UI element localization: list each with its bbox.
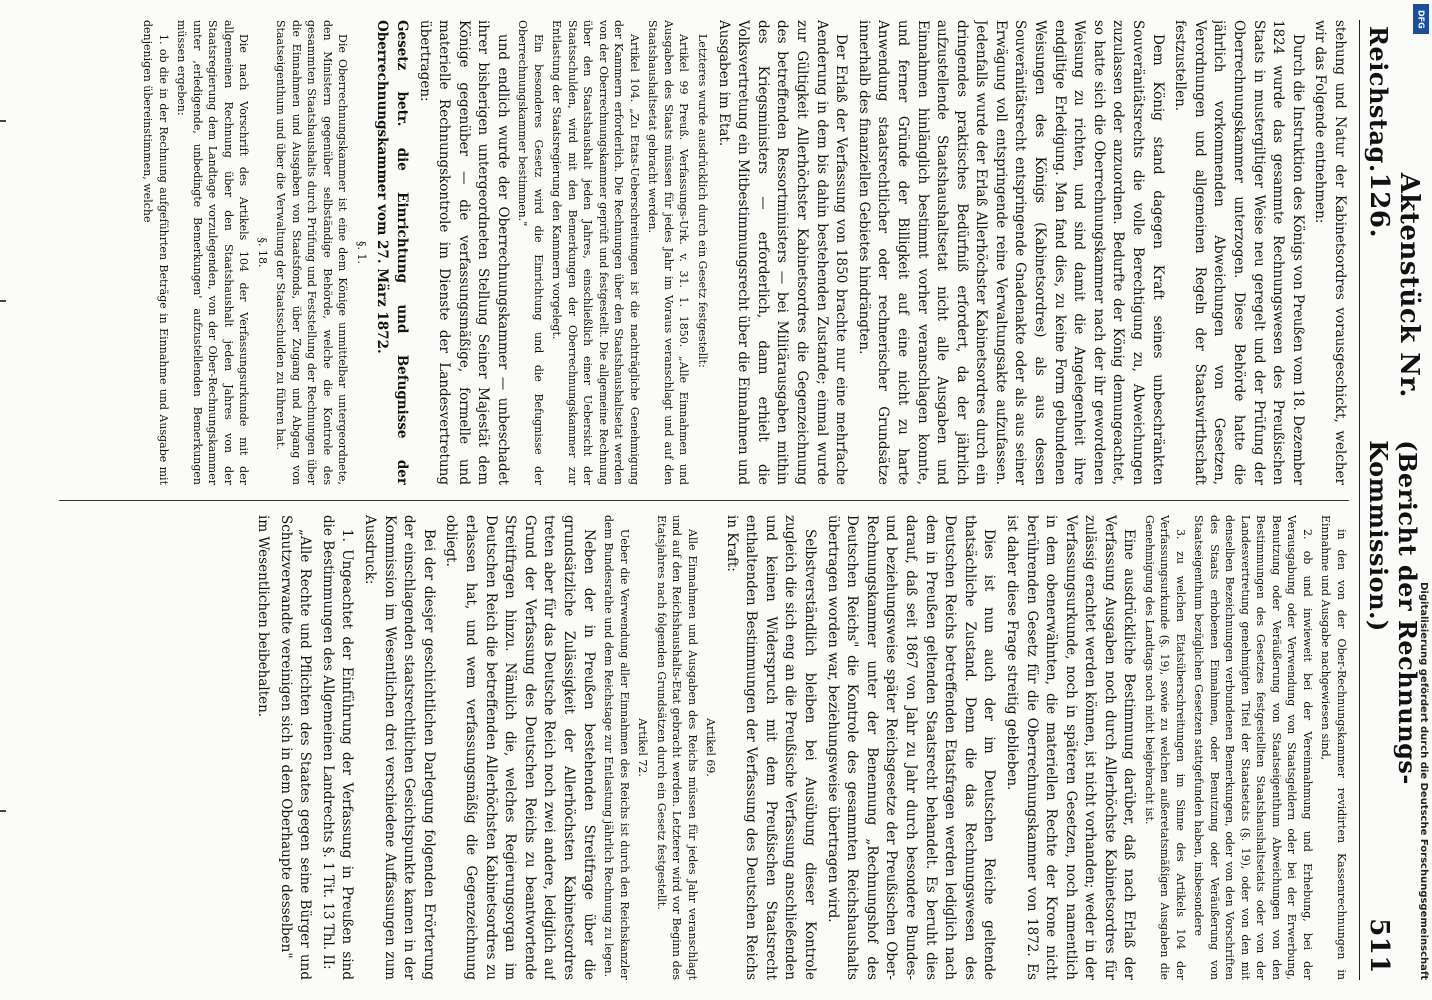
- paragraph: Letzteres wurde ausdrücklich durch ein Gesetz festgestellt:: [696, 34, 709, 368]
- page-number: 511: [1364, 918, 1394, 974]
- paragraph: Artikel 69.: [704, 718, 718, 777]
- header-subtitle: (Bericht der Rechnungs-Kommission.): [1364, 440, 1422, 785]
- paragraph: Die nach Vorschrift des Artikels 104 der Verfassungsurkunde mit der allgemeinen Rechnung über den Staatshaushalt jeden Jahres von der Staatsregierung dem Landtage vorzulegenden, von der Ober-Rechnungskammer unter ,erledigende, unbedingte Bemerkungen' aufzustellenden Bemerkungen müssen ergeben:: [175, 20, 251, 485]
- paragraph: Artikel 104. „Zu Etats-Ueberschreitungen ist die nachträgliche Genehmigung der Kammern erforderlich. Die Rechnungen über den Staatshaushaltsetat werden von der Oberrechnungskammer geprüft und festgestellt. Die allgemeine Rechnung über den Staatshaushalt jeden Jahres, einschließlich einer Uebersicht der Staatsschulden, wird mit den Bemerkungen der Oberrechnungskammer zur Entlastung der Staatsregierung den Kammern vorgelegt.: [550, 20, 641, 485]
- paragraph: stehung und Natur der Kabinetsordres vorausgeschickt, welcher wir das Folgende entnehmen:: [1312, 20, 1348, 485]
- paragraph: Bei der diesjer geschichtlichen Darlegung folgenden Erörterung der einschlagenden staatsrechtlichen Gesichtspunkte kamen in der Kommission im Wesentlichen drei verschiedene Auffassungen zum Ausdruck:: [362, 515, 437, 980]
- dfg-logo: DFG: [1413, 4, 1429, 34]
- paragraph: Dies ist nun auch der im Deutschen Reiche geltende thatsächliche Zustand. Denn die das Rechnungswesen des Deutschen Reichs betreffenden Etatsfragen werden lediglich nach dem in Preußen geltenden Staatsrecht behandelt. Es beruht dies darauf, daß seit 1867 von Jahr zu Jahr durch besondere Bundes- und beziehungsweise später Reichsgesetze der Preußischen Ober-Rechnungskammer unter der Benennung „Rechnungshof des Deutschen Reichs" die Kontrole des gesammten Reichshaushalts übertragen worden war, beziehungsweise übertragen wird.: [824, 515, 998, 980]
- header-left: Reichstag.: [1364, 26, 1393, 173]
- paragraph: Eine ausdrückliche Bestimmung darüber, daß nach Erlaß der Verfassung Ausgaben noch durch Allerhöchste Kabinetsordres für zulässig erachtet werden können, ist nicht vorhanden; weder in der Verfassungsurkunde, noch in späteren Gesetzen, noch namentlich in dem obenerwähnten, die materiellen Rechte der Krone nicht berührenden Gesetz für die Oberrechnungskammer von 1872. Es ist daher diese Frage streitig geblieben.: [1003, 515, 1138, 980]
- paragraph: Ueber die Verwendung aller Einnahmen des Reichs ist durch den Reichskanzler dem Bundesrathe und dem Reichstage zur Entlastung jährlich Rechnung zu legen.: [602, 515, 631, 980]
- paragraph: Alle Einnahmen und Ausgaben des Reichs müssen für jedes Jahr veranschlagt und auf den Reichshaushalts-Etat gebracht werden. Letzterer wird vor Beginn des Etatsjahres nach folgenden Grundsätzen durch ein Gesetz festgestellt.: [654, 515, 699, 980]
- paragraph: im Wesentlichen beibehalten.: [255, 515, 272, 718]
- paragraph: Der Erlaß der Verfassung von 1850 brachte nur eine mehrfache Aenderung in dem bis dahin bestehenden Zustande; einmal wurde zur Gültigkeit Allerhöchster Kabinetsordres die Gegenzeichnung des betreffenden Ressortministers — bei Militärausgaben mithin des Kriegsministers — erforderlich, dann erhielt die Volksvertretung ein Mitbestimmungsrecht über die Einnahmen und Ausgaben im Etat.: [715, 20, 850, 485]
- paragraph: Ein besonderes Gesetz wird die Einrichtung und die Befugnisse der Oberrechnungskammer bestimmen.": [516, 20, 545, 485]
- scan-edge-mark: [0, 120, 6, 122]
- paragraph: Artikel 99 Preuß. Verfassungs-Urk. v. 31. 1. 1850. „Alle Einnahmen und Ausgaben des Staats müssen für jedes Jahr im Voraus veranschlagt und auf den Staatshaushaltsetat gebracht werden.: [646, 20, 691, 485]
- paragraph: Artikel 72.: [636, 718, 650, 777]
- scan-edge-mark: [0, 300, 6, 302]
- column-divider: [59, 500, 1349, 501]
- paragraph: Die Oberrechnungskammer ist eine dem Könige unmittelbar untergeordnete, den Ministern gegenüber selbständige Behörde, welche die Kontrole des gesammten Staatshaushalts durch Prüfung und Feststellung der Rechnungen über die Einnahmen und Ausgaben von Staatsfonds, über Zugang und Abgang von Staatseigenthum und über die Verwaltung der Staatsschulden zu führen hat.: [274, 20, 350, 485]
- paragraph: Dem König stand dagegen Kraft seines unbeschränkten Souveränitätsrechts die volle Berechtigung zu, Abweichungen zuzulassen oder anzuordnen. Bedurfte der König demungeachtet, so hatte sich die Oberrechnungskammer nach der ihr gewordenen Weisung zu richten, und sind damit die Angelegenheit ihre endgiltige Erledigung. Man fand dies, zu keine Form gebundenen Weisungen des Königs (Kabinetsordres) als aus dessen Souveränitätsrecht entspringende Gnadenakte oder als aus seiner Erwägung voll entspringende reine Verwaltungsakte aufzufassen. Jedenfalls wurde der Erlaß Allerhöchster Kabinetsordres durch ein dringendes praktisches Bedürfniß erfordert, da der jährlich aufzustellende Staatshaushaltsetat nicht alle Ausgaben und Einnahmen hinlänglich bestimmt vorher veranschlagen konnte, und ferner Gründe der Billigkeit auf eine nicht zu harte Anwendung staatsrechtlicher oder rechnerischer Grundsätze innerhalb des finanziellen Gebietes hindrängten.: [855, 20, 1166, 485]
- paragraph: §. 1.: [354, 241, 368, 264]
- paragraph: Neben der in Preußen bestehenden Streitfrage über die grundsätzliche Zulässigkeit der Allerhöchsten Kabinetsordres treten aber für das Deutsche Reich noch zwei andere, lediglich auf Grund der Verfassung des Deutschen Reichs zu beantwortende Streitfragen hinzu. Nämlich die, welches Regierungsorgan im Deutschen Reich die betreffenden Allerhöchsten Kabinetsordres zu erlassen hat, und wem verfassungsmäßig die Gegenzeichnung obliegt.: [443, 515, 597, 980]
- credit-text: Digitalisierung gefördert durch die Deutsche Forschungsgemeinschaft: [1418, 582, 1429, 980]
- right-column: [49, 515, 1349, 980]
- digitization-credit: [1412, 20, 1430, 980]
- paragraph: §. 18.: [255, 237, 269, 268]
- paragraph: 3. zu welchen Etatsüberschreitungen im Sinne des Artikels 104 der Verfassungsurkunde (§. 19), sowie zu welchen außeretatsmäßigen Ausgaben die Genehmigung des Landtags noch nicht beigebracht ist.: [1143, 515, 1187, 980]
- paragraph: Durch die Instruktion des Königs von Preußen vom 18. Dezember 1824 wurde das gesammte Rechnungswesen des Preußischen Staats in mustergiltiger Weise neu geregelt und der Prüfung der Oberrechnungskammer unterzogen. Diese Behörde hatte die jährlich vorkommenden Abweichungen von Gesetzen, Verordnungen und allgemeinen Regeln der Staatswirthschaft festzustellen.: [1172, 20, 1306, 485]
- paragraph: 2. ob und inwieweit bei der Vereinnahmung und Erhebung, bei der Verausgabung oder Verwendung von Staatsgeldern oder bei der Erwerbung, Benutzung oder Veräußerung von Staatseigenthum Abweichungen von den Bestimmungen des Gesetzes festgestellten Staatshaushaltsetats oder von der Landesvertretung genehmigten Titel der Staatsetats (§. 19), oder von den mit denselben Bezeichnungen verbundenen Bemerkungen, oder von den Vorschriften des Staats erhobenen Einnahmen, oder Benutzung oder Veräußerung von Staatseigenthum bezüglichen Gesetzen stattgefunden haben, insbesondere: [1192, 515, 1314, 980]
- paragraph: Gesetz betr. die Einrichtung und Befugnisse der Oberrechnungskammer vom 27. März 1872.: [374, 20, 411, 485]
- left-column: [49, 20, 1349, 485]
- paragraph: „Alle Rechte und Pflichten des Staates gegen seine Bürger und Schutzverwandte vereinigen sich in dem Oberhaupte desselben": [277, 515, 314, 980]
- paragraph: 1. ob die in der Rechnung aufgeführten Beträge in Einnahme und Ausgabe mit denjenigen übereinstimmen, welche: [141, 20, 170, 485]
- scan-edge-mark: [0, 810, 6, 812]
- paragraph: und endlich wurde der Oberrechnungskammer — unbeschadet ihrer bisherigen untergeordneten Stellung Seiner Majestät dem Könige gegenüber — die verfassungsmäßige, formelle und materielle Rechnungskontrole im Dienste der Landesvertretung übertragen:: [416, 20, 511, 485]
- paragraph: Selbstverständlich bleiben bei Ausübung dieser Kontrole zugleich die sich eng an die Preußische Verfassung anschließenden und keinen Widerspruch mit dem Preußischen Staatsrecht enthaltenden Bestimmungen der Verfassung des Deutschen Reichs in Kraft:: [723, 515, 818, 980]
- paragraph: 1. Ungeachtet der Einführung der Verfassung in Preußen sind die Bestimmungen des Allgemeinen Landrechts §. 1 Tit. 13 Thl. II:: [319, 515, 356, 980]
- header-middle: Aktenstück Nr. 126.: [1364, 172, 1424, 398]
- paragraph: in den von der Ober-Rechnungskammer revidirten Kassenrechnungen in Einnahme und Ausgabe nachgewiesen sind,: [1319, 515, 1348, 980]
